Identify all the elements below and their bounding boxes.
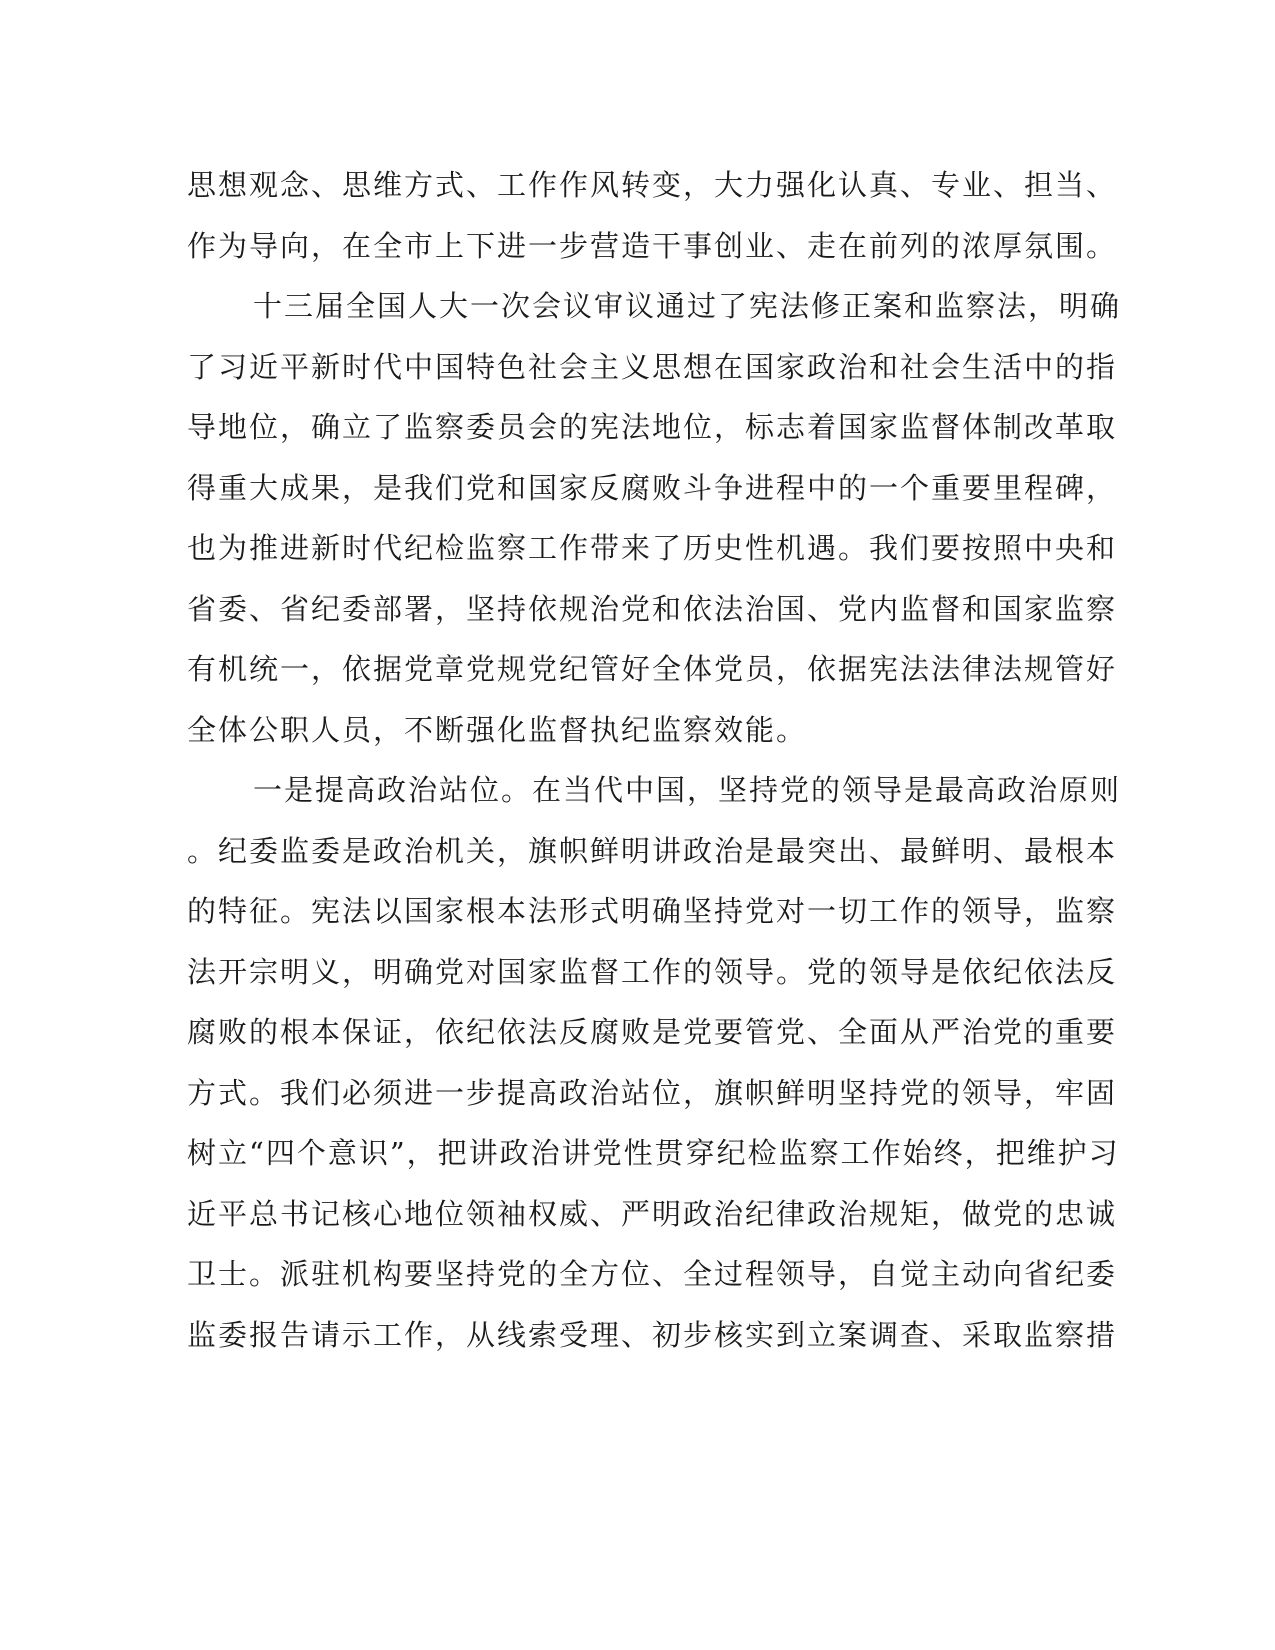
- text-line: 导地位，确立了监察委员会的宪法地位，标志着国家监督体制改革取: [187, 410, 1118, 444]
- text-line: 也为推进新时代纪检监察工作带来了历史性机遇。我们要按照中央和: [187, 531, 1118, 565]
- text-line: 的特征。宪法以国家根本法形式明确坚持党对一切工作的领导，监察: [187, 894, 1118, 928]
- text-line: 。纪委监委是政治机关，旗帜鲜明讲政治是最突出、最鲜明、最根本: [187, 833, 1118, 868]
- text-line: 作为导向，在全市上下进一步营造干事创业、走在前列的浓厚氛围。: [187, 228, 1118, 263]
- text-line: 思想观念、思维方式、工作作风转变，大力强化认真、专业、担当、: [187, 168, 1118, 202]
- text-line: 方式。我们必须进一步提高政治站位，旗帜鲜明坚持党的领导，牢固: [187, 1075, 1118, 1110]
- text-line: 腐败的根本保证，依纪依法反腐败是党要管党、全面从严治党的重要: [187, 1015, 1118, 1049]
- paragraph-start-line: 一是提高政治站位。在当代中国，坚持党的领导是最高政治原则: [253, 773, 1122, 807]
- text-line: 有机统一，依据党章党规党纪管好全体党员，依据宪法法律法规管好: [187, 652, 1118, 686]
- text-line: 了习近平新时代中国特色社会主义思想在国家政治和社会生活中的指: [187, 349, 1118, 384]
- text-line: 树立“四个意识”，把讲政治讲党性贯穿纪检监察工作始终，把维护习: [187, 1136, 1120, 1170]
- paragraph-start-line: 十三届全国人大一次会议审议通过了宪法修正案和监察法，明确: [253, 289, 1122, 323]
- text-line: 法开宗明义，明确党对国家监督工作的领导。党的领导是依纪依法反: [187, 954, 1118, 989]
- text-line: 监委报告请示工作，从线索受理、初步核实到立案调查、采取监察措: [187, 1317, 1118, 1352]
- text-line: 全体公职人员，不断强化监督执纪监察效能。: [187, 712, 808, 747]
- document-body: [187, 155, 1122, 1365]
- text-line: 得重大成果，是我们党和国家反腐败斗争进程中的一个重要里程碑，: [187, 470, 1118, 505]
- text-line: 近平总书记核心地位领袖权威、严明政治纪律政治规矩，做党的忠诚: [187, 1196, 1118, 1231]
- text-line: 省委、省纪委部署，坚持依规治党和依法治国、党内监督和国家监察: [187, 591, 1118, 626]
- text-line: 卫士。派驻机构要坚持党的全方位、全过程领导，自觉主动向省纪委: [187, 1257, 1118, 1291]
